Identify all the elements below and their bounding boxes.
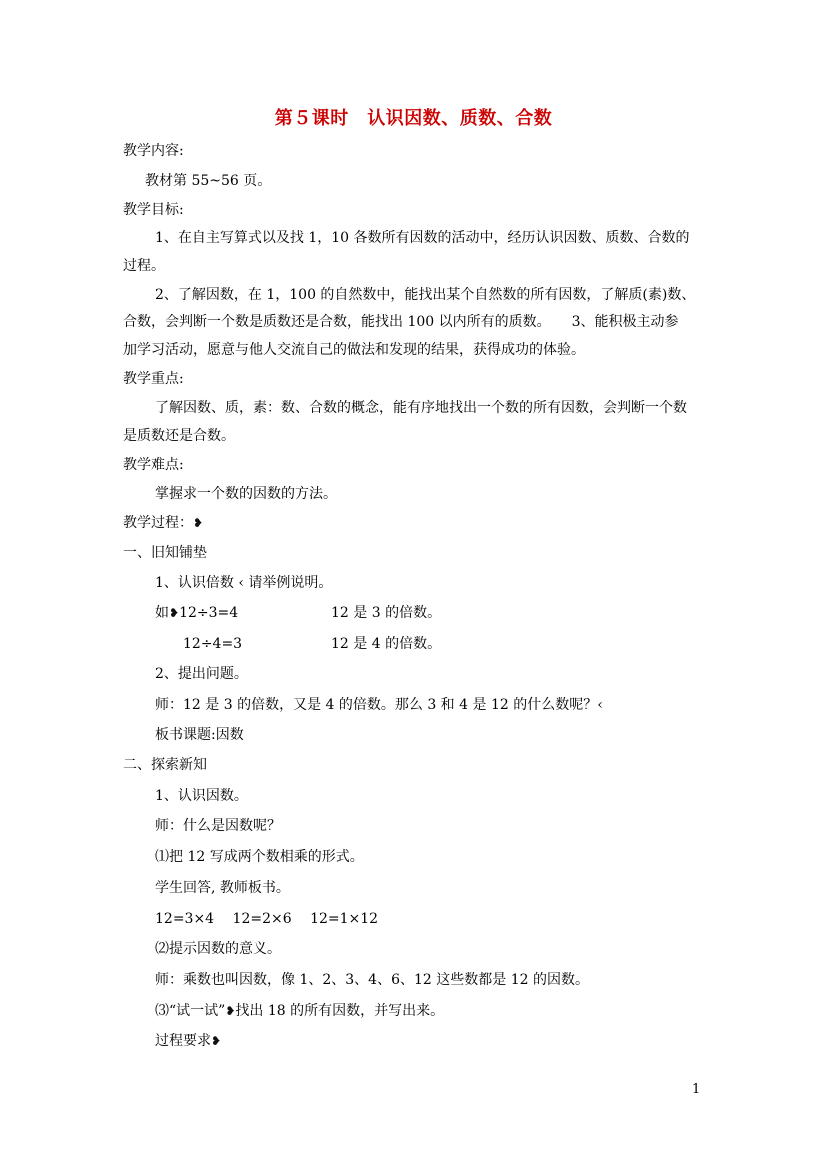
process-heading [123,513,203,533]
teaching-goals-heading: 教学目标: [123,202,184,218]
goal-2-cont: 合数，会判断一个数是质数还是合数，能找出 100 以内所有的质数。 3、能积极主动参 [123,314,679,330]
equation-12-div-4: 12÷4=3 [183,636,243,652]
try-it-label: ⑶“试一试” [155,1003,226,1019]
find-factors-of-18: 找出 18 的所有因数，并写出来。 [235,1003,445,1019]
example-row-1 [155,603,238,623]
teacher-what-is-factor: 师：什么是因数呢？ [155,818,281,834]
heart-icon: ❥ [193,516,204,530]
teacher-question: 师：12 是 3 的倍数，又是 4 的倍数。那么 3 和 4 是 12 的什么数呢？‹ [155,697,603,713]
goal-2: 2、了解因数，在 1，100 的自然数中，能找出某个自然数的所有因数，了解质(素)数、 [155,287,696,303]
process-requirements [155,1031,221,1051]
teacher-factor-meaning: 师：乘数也叫因数，像 1、2、3、4、6、12 这些数都是 12 的因数。 [155,972,589,988]
key-points-heading: 教学重点: [123,371,184,387]
section-two-heading: 二、探索新知 [123,757,207,773]
equation-12-div-3: 12÷3=4 [179,605,239,621]
page-number: 1 [692,1082,701,1097]
step-1: ⑴把 12 写成两个数相乘的形式。 [155,849,364,865]
example-prefix: 如 [155,605,169,621]
difficulty-heading: 教学难点: [123,457,184,473]
know-factors: 1、认识因数。 [155,788,248,804]
process-requirements-text: 过程要求 [155,1033,211,1049]
know-multiples: 1、认识倍数 ‹ 请举例说明。 [155,575,333,591]
key-points-cont: 是质数还是合数。 [123,428,235,444]
goal-1-cont: 过程。 [123,258,165,274]
step-3 [155,1001,444,1021]
lesson-title: 第５课时 认识因数、质数、合数 [274,108,553,129]
multiple-of-3-text: 12 是 3 的倍数。 [331,605,442,621]
section-one-heading: 一、旧知铺垫 [123,545,207,561]
factor-equations: 12=3×4 12=2×6 12=1×12 [155,911,379,927]
key-points-text: 了解因数、质，素：数、合数的概念，能有序地找出一个数的所有因数，会判断一个数 [155,400,687,416]
heart-icon: ❥ [169,606,180,620]
multiple-of-4-text: 12 是 4 的倍数。 [331,636,442,652]
teaching-content-heading: 教学内容: [123,143,184,159]
step-2: ⑵提示因数的意义。 [155,941,281,957]
difficulty-text: 掌握求一个数的因数的方法。 [155,486,337,502]
raise-question: 2、提出问题。 [155,666,248,682]
heart-icon: ❥ [211,1034,222,1048]
board-topic: 板书课题:因数 [155,727,244,743]
process-heading-text: 教学过程： [123,515,193,531]
students-answer: 学生回答, 教师板书。 [155,880,290,896]
textbook-pages: 教材第 55~56 页。 [145,173,272,189]
goal-1: 1、在自主写算式以及找 1，10 各数所有因数的活动中，经历认识因数、质数、合数的 [155,230,690,246]
heart-icon: ❥ [225,1004,236,1018]
goal-3-cont: 加学习活动，愿意与他人交流自己的做法和发现的结果，获得成功的体验。 [123,342,585,358]
